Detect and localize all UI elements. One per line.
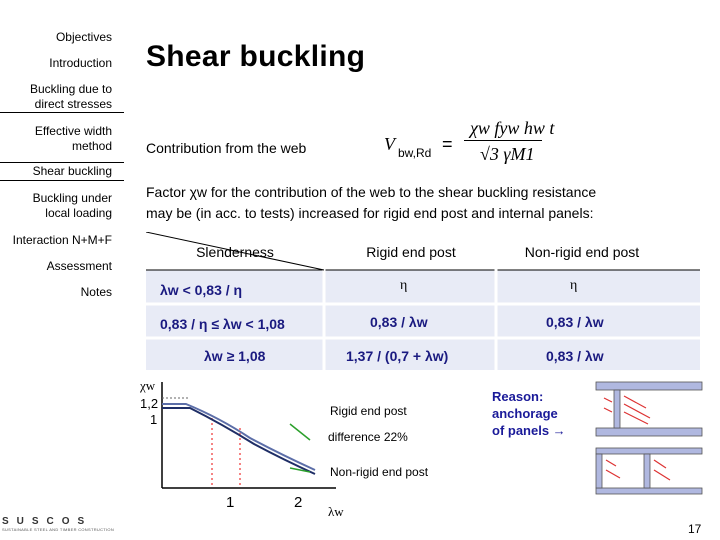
sidebar-item-notes[interactable]: Notes <box>80 285 112 299</box>
formula-numerator: χw fyw hw t <box>470 118 555 138</box>
sidebar-item-effective-width[interactable]: Effective width method <box>34 124 112 153</box>
table-row-3-nonrigid: 0,83 / λw <box>546 348 604 364</box>
logo-tagline: SUSTAINABLE STEEL AND TIMBER CONSTRUCTION <box>2 527 115 532</box>
graph-y-tick-1-2: 1,2 <box>140 396 159 411</box>
table-row-1-slenderness: λw < 0,83 / η <box>160 282 243 298</box>
divider-line <box>0 112 124 113</box>
sidebar-item-shear-buckling[interactable]: Shear buckling <box>32 164 112 178</box>
active-section-bottom-line <box>0 180 124 181</box>
active-section-top-line <box>0 162 124 163</box>
formula: V bw,Rd = χw fyw hw t √3 γM1 <box>384 118 555 164</box>
sidebar-item-local-loading[interactable]: Buckling under local loading <box>32 191 112 220</box>
graph-y-label: χw <box>140 378 156 393</box>
factor-text-1: Factor χw for the contribution of the web to the shear buckling resistance <box>146 184 597 200</box>
table-row-2-rigid: 0,83 / λw <box>370 314 428 330</box>
sidebar-item-assessment[interactable]: Assessment <box>46 259 112 273</box>
graph-x-label: λw <box>328 504 344 519</box>
panel-sketch-top <box>594 378 706 440</box>
table-header-slenderness: Slenderness <box>196 244 274 260</box>
sidebar-item-interaction[interactable]: Interaction N+M+F <box>12 233 112 247</box>
table-row-3-rigid: 1,37 / (0,7 + λw) <box>346 348 449 364</box>
table-header-nonrigid: Non-rigid end post <box>524 244 640 260</box>
chi-slenderness-graph <box>150 378 340 498</box>
table-row-2-slenderness: 0,83 / η ≤ λw < 1,08 <box>160 316 285 332</box>
page-number: 17 <box>688 522 702 536</box>
reason-text: Reason: anchorage of panels → <box>492 389 566 438</box>
graph-label-nonrigid: Non-rigid end post <box>330 465 429 479</box>
sidebar-item-buckling-direct[interactable]: Buckling due to direct stresses <box>29 82 112 111</box>
logo-text: SUSCOS <box>2 516 93 527</box>
formula-denominator: √3 γM1 <box>480 144 535 164</box>
panel-sketch-bottom <box>594 446 706 498</box>
contribution-label: Contribution from the web <box>146 140 307 156</box>
graph-x-tick-1: 1 <box>226 494 235 511</box>
page-title: Shear buckling <box>146 40 366 73</box>
graph-label-difference: difference 22% <box>328 430 408 444</box>
table-row-2-nonrigid: 0,83 / λw <box>546 314 604 330</box>
sidebar-item-introduction[interactable]: Introduction <box>49 56 112 70</box>
factor-text-2: may be (in acc. to tests) increased for rigid end post and internal panels: <box>146 205 594 221</box>
graph-x-tick-2: 2 <box>294 494 303 511</box>
formula-lhs: V <box>384 134 395 154</box>
table-row-1-nonrigid: η <box>570 278 578 293</box>
table-row-3-slenderness: λw ≥ 1,08 <box>204 348 266 364</box>
sidebar-item-objectives[interactable]: Objectives <box>55 30 112 44</box>
table-header-rigid: Rigid end post <box>366 244 456 260</box>
graph-y-tick-1: 1 <box>150 412 158 427</box>
logo <box>2 516 132 532</box>
graph-label-rigid: Rigid end post <box>330 404 407 418</box>
formula-lhs-sub: bw,Rd <box>398 146 432 160</box>
table-row-1-rigid: η <box>400 278 408 293</box>
